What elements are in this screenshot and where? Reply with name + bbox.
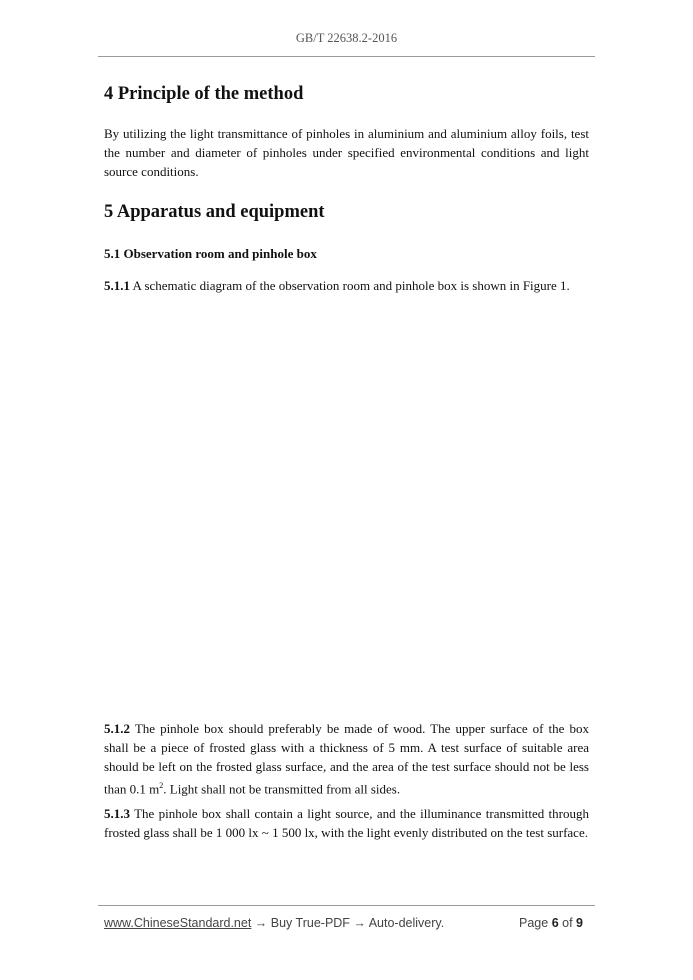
- subsection-5-1-heading: 5.1 Observation room and pinhole box: [104, 246, 317, 261]
- page-label: Page: [519, 916, 549, 930]
- document-code-header: GB/T 22638.2-2016: [295, 31, 398, 45]
- clause-5-1-1: [104, 276, 589, 295]
- page-number: [519, 916, 583, 930]
- header-divider: [98, 56, 595, 57]
- current-page: 6: [551, 916, 559, 930]
- total-pages: 9: [576, 916, 583, 930]
- page-of: of: [562, 916, 573, 930]
- clause-number: 5.1.2: [104, 721, 130, 736]
- page-footer: [104, 916, 589, 934]
- clause-text: A schematic diagram of the observation room and pinhole box is shown in Figure 1.: [130, 278, 570, 293]
- footer-divider: [98, 905, 595, 906]
- site-link[interactable]: www.ChineseStandard.net: [104, 916, 252, 930]
- section-4-heading: 4 Principle of the method: [104, 84, 304, 104]
- section-4-paragraph: By utilizing the light transmittance of pinholes in aluminium and aluminium alloy foils, test the number and diameter of pinholes under specified environmental conditions and light source conditions.: [104, 126, 589, 179]
- clause-text: The pinhole box should preferably be made of wood. The upper surface of the box shall be a piece of frosted glass with a thickness of 5 mm. A test surface of suitable area should be left on the frosted glass surface, and the area of the test surface should not be less than 0.1 m: [104, 721, 589, 797]
- footer-promo: [104, 916, 444, 930]
- promo-text: → Buy True-PDF → Auto-delivery.: [251, 916, 445, 930]
- area-unit-superscript: 2: [159, 781, 164, 790]
- clause-number: 5.1.1: [104, 278, 130, 293]
- clause-5-1-3: [104, 804, 589, 842]
- clause-5-1-2: [104, 719, 589, 798]
- clause-text: The pinhole box shall contain a light source, and the illuminance transmitted through frosted glass shall be 1 000 lx ~ 1 500 lx, with the light evenly distributed on the test surface.: [104, 806, 589, 840]
- section-5-heading: 5 Apparatus and equipment: [104, 202, 325, 222]
- clause-number: 5.1.3: [104, 806, 130, 821]
- clause-text-end: . Light shall not be transmitted from all sides.: [163, 781, 401, 797]
